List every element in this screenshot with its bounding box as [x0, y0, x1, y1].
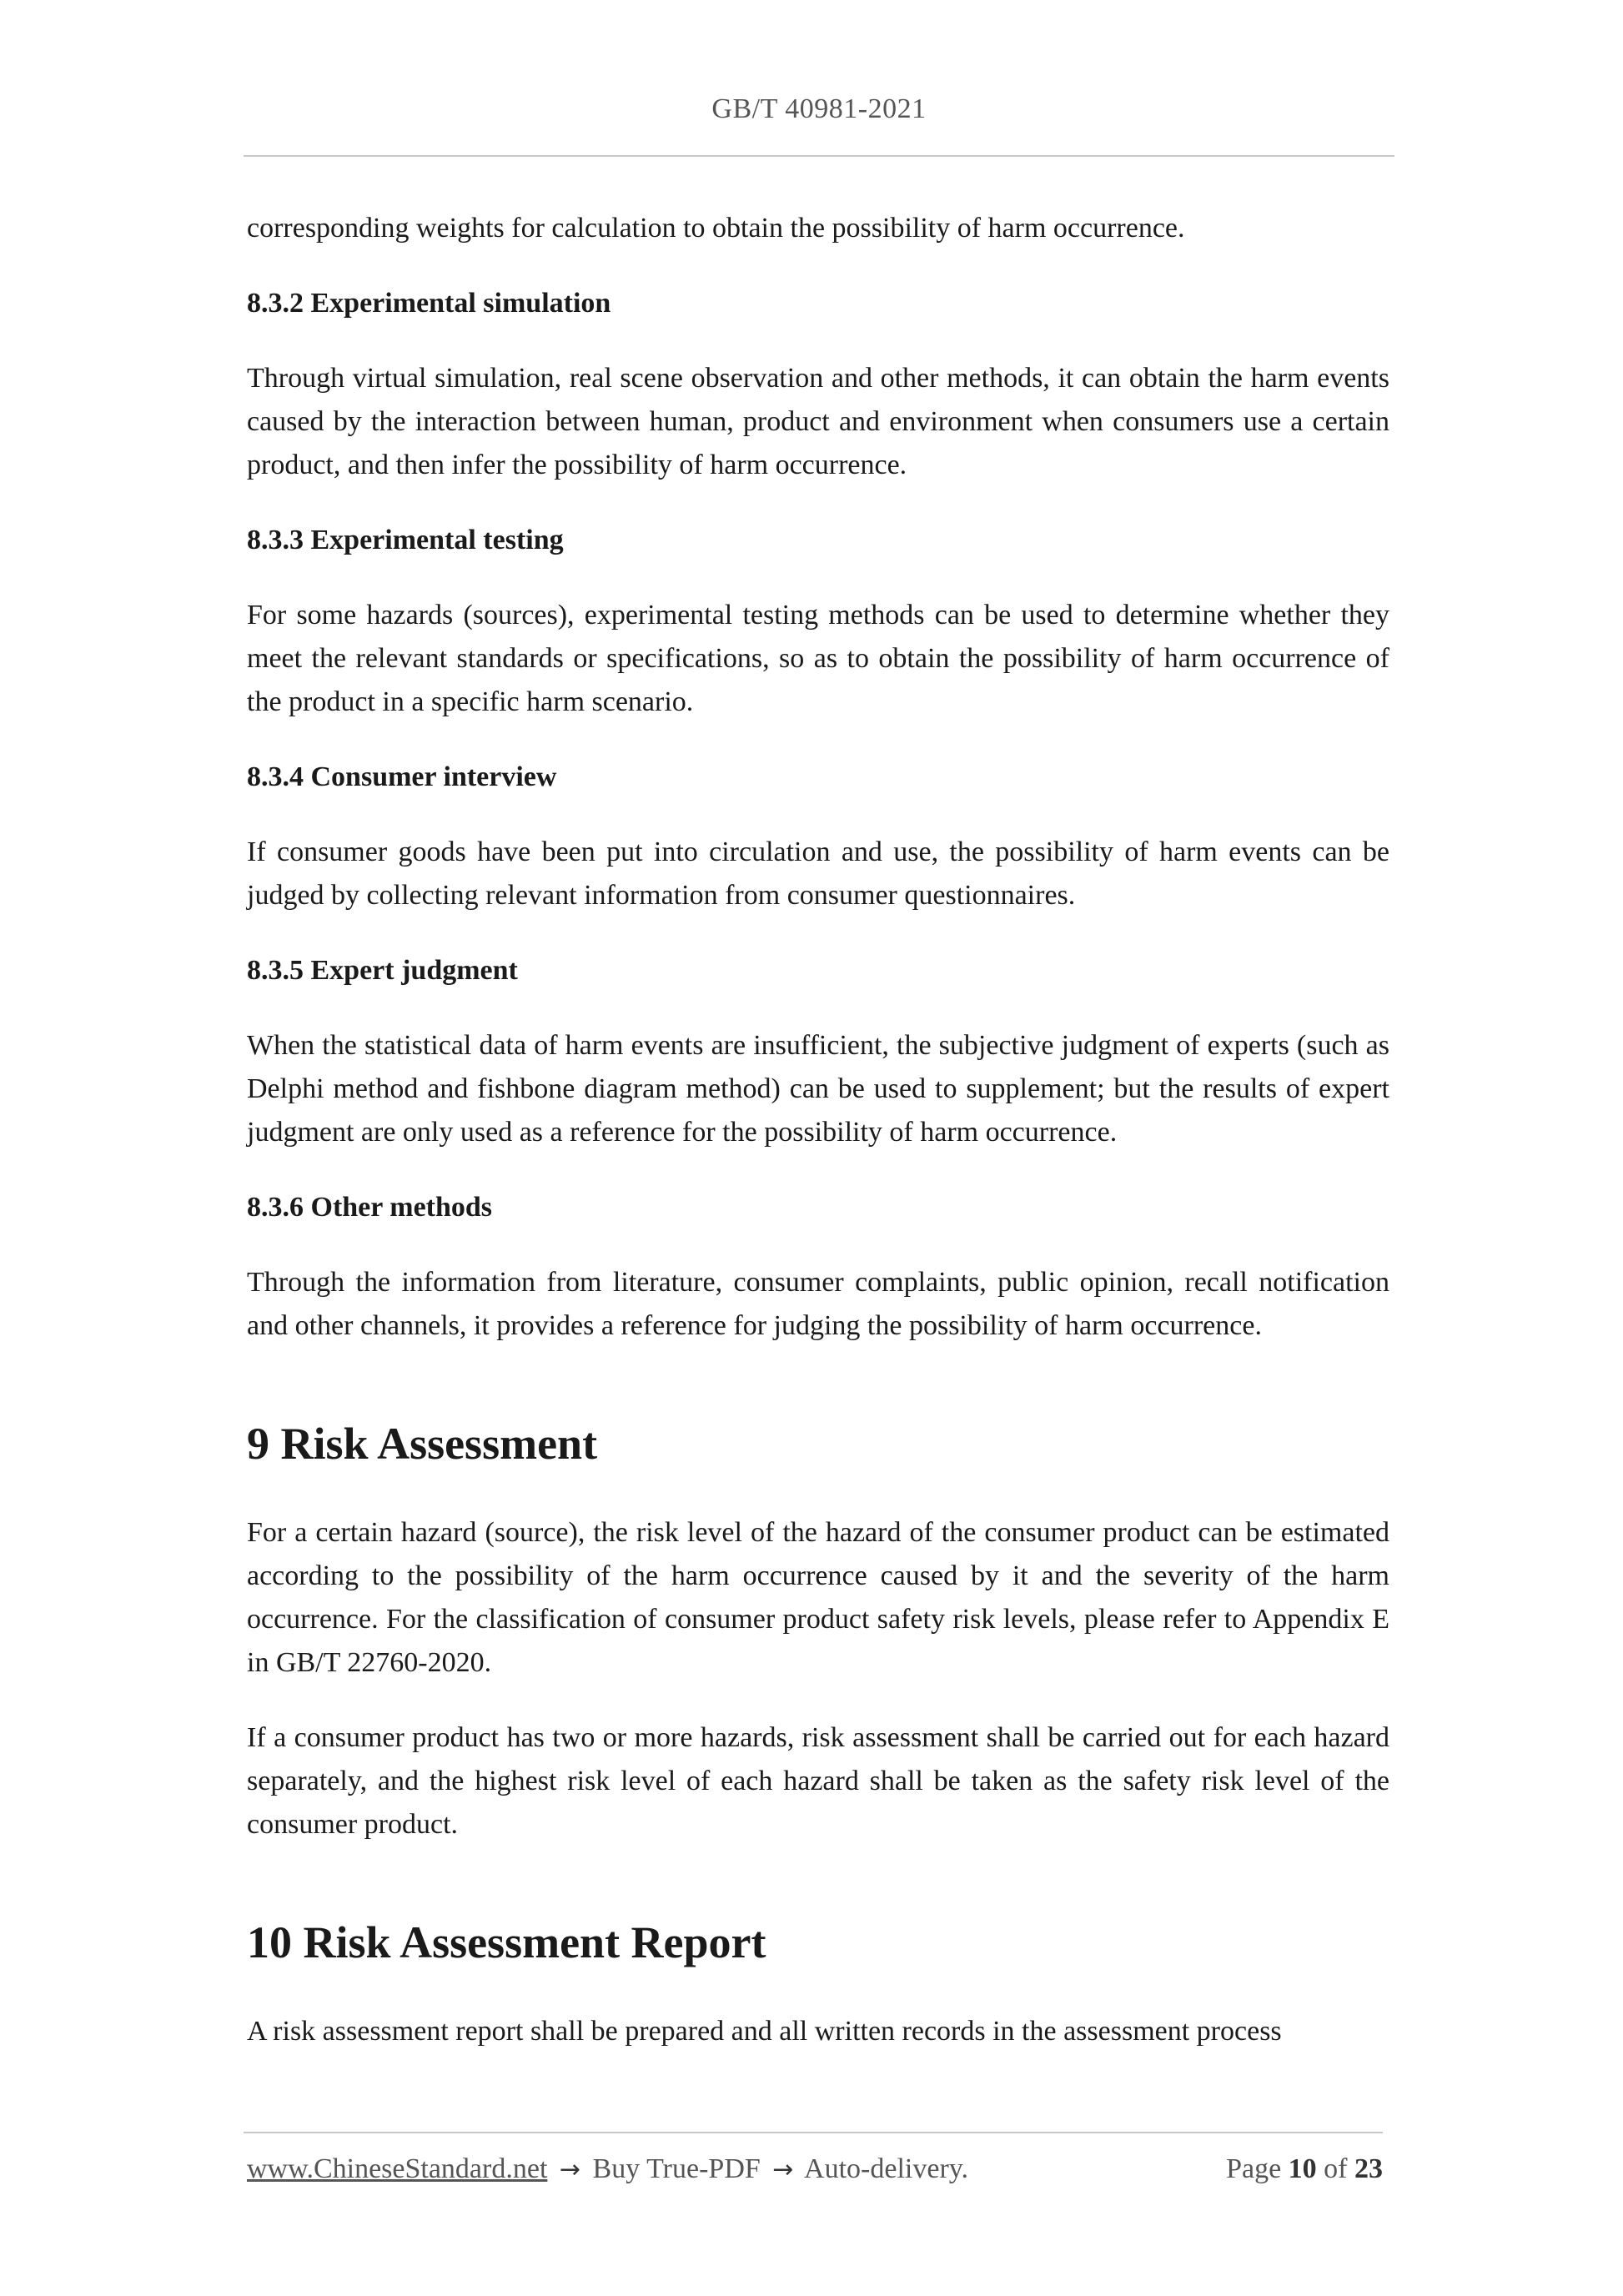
- paragraph-8-3-3: For some hazards (sources), experimental testing methods can be used to determine whether they meet the relevant standards or specifications, so as to obtain the possibility of harm occurrence of the product in a specific harm scenario.: [247, 600, 1389, 717]
- paragraph-8-3-4: If consumer goods have been put into circulation and use, the possibility of harm events can be judged by collecting relevant information from consumer questionnaires.: [247, 837, 1389, 911]
- total-pages: 23: [1354, 2153, 1383, 2184]
- section-heading-8-3-6: 8.3.6 Other methods: [247, 1192, 493, 1223]
- paragraph-continuation: corresponding weights for calculation to obtain the possibility of harm occurrence.: [247, 213, 1185, 244]
- paragraph-8-3-5: When the statistical data of harm events are insufficient, the subjective judgment of experts (such as Delphi method and fishbone diagram method) can be used to supplement; but the results of expert judgment are only used as a reference for the possibility of harm occurrence.: [247, 1030, 1389, 1148]
- current-page: 10: [1288, 2153, 1317, 2184]
- footer-divider: [244, 2132, 1383, 2133]
- section-heading-8-3-3: 8.3.3 Experimental testing: [247, 525, 564, 555]
- arrow-right-icon: →: [559, 2155, 581, 2184]
- page-content: [247, 207, 1389, 2085]
- paragraph-9-b: If a consumer product has two or more hazards, risk assessment shall be carried out for each hazard separately, and the highest risk level of each hazard shall be taken as the safety risk level of the consumer product.: [247, 1722, 1389, 1840]
- section-heading-8-3-2: 8.3.2 Experimental simulation: [247, 288, 611, 319]
- chapter-heading-9: 9 Risk Assessment: [247, 1419, 598, 1469]
- page-header: GB/T 40981-2021: [711, 93, 927, 124]
- header-divider: [244, 155, 1394, 157]
- website-link[interactable]: www.ChineseStandard.net: [247, 2153, 548, 2184]
- paragraph-10: A risk assessment report shall be prepared and all written records in the assessment process: [247, 2016, 1282, 2047]
- paragraph-8-3-2: Through virtual simulation, real scene observation and other methods, it can obtain the harm events caused by the interaction between human, product and environment when consumers use a certain product, and then infer the possibility of harm occurrence.: [247, 363, 1389, 480]
- page-number: [1226, 2153, 1383, 2185]
- page-label: Page: [1226, 2153, 1282, 2184]
- paragraph-9-a: For a certain hazard (source), the risk level of the hazard of the consumer product can be estimated according to the possibility of the harm occurrence caused by it and the severity of the harm occurrence. For the classification of consumer product safety risk levels, please refer to Appendix E in GB/T 22760-2020.: [247, 1517, 1389, 1678]
- chapter-heading-10: 10 Risk Assessment Report: [247, 1917, 766, 1967]
- paragraph-8-3-6: Through the information from literature, consumer complaints, public opinion, recall notification and other channels, it provides a reference for judging the possibility of harm occurrence.: [247, 1267, 1389, 1341]
- arrow-right-icon: →: [772, 2155, 794, 2184]
- buy-true-pdf-text: Buy True-PDF: [592, 2153, 761, 2184]
- footer-promo: [247, 2153, 968, 2185]
- section-heading-8-3-5: 8.3.5 Expert judgment: [247, 955, 518, 986]
- auto-delivery-text: Auto-delivery.: [804, 2153, 969, 2184]
- section-heading-8-3-4: 8.3.4 Consumer interview: [247, 761, 557, 792]
- of-label: of: [1324, 2153, 1348, 2184]
